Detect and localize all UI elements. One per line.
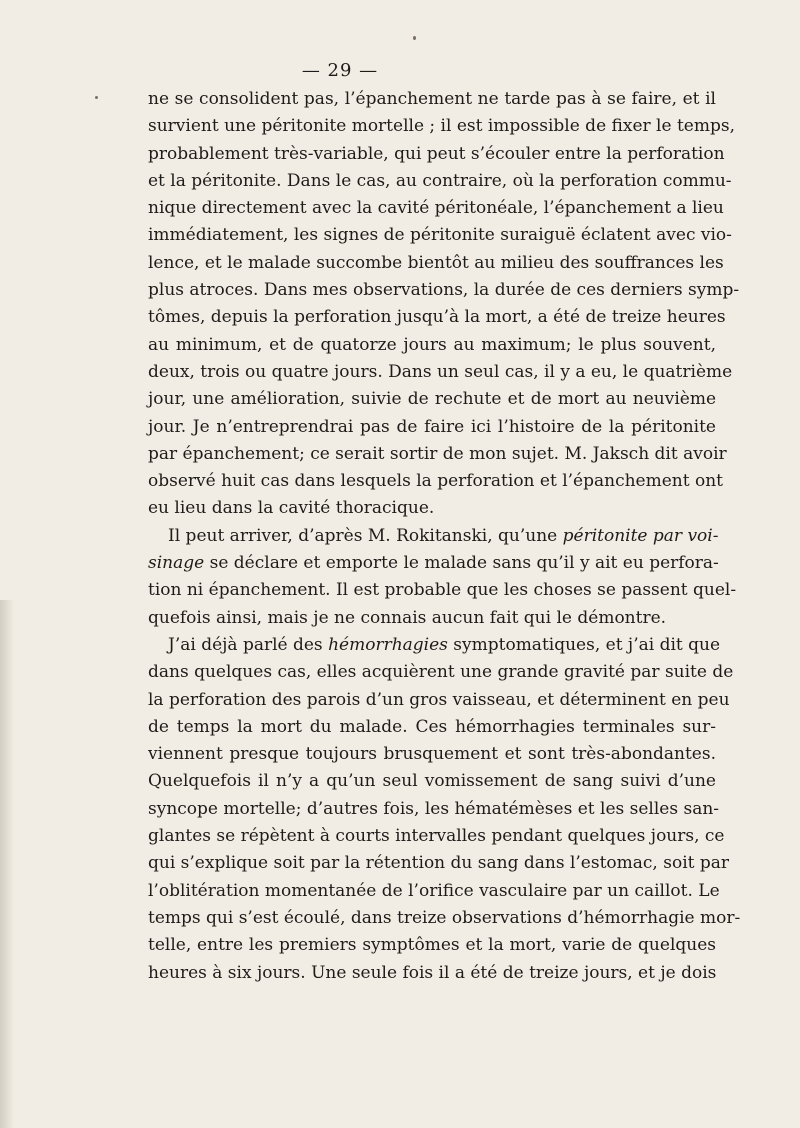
page-number: — 29 — [301, 60, 379, 81]
italic-phrase: sinage [148, 553, 205, 574]
text-line [148, 932, 716, 959]
text-line [148, 741, 716, 768]
text-run: ne se consolident pas, l’épanchement ne tarde pas à se faire, et il [148, 89, 716, 109]
text-run: probablement très-variable, qui peut s’écouler entre la perforation [148, 143, 725, 164]
text-line [148, 441, 727, 468]
text-line [148, 659, 734, 686]
body-text [148, 86, 741, 987]
text-run: Il peut arriver, d’après M. Rokitanski, qu’une [168, 525, 563, 546]
text-run: l’oblitération momentanée de l’orifice vasculaire par un caillot. Le [148, 880, 720, 901]
text-line [148, 386, 716, 413]
text-line [148, 605, 716, 632]
text-line [148, 714, 716, 741]
text-line [148, 550, 719, 577]
text-run: plus atroces. Dans mes observations, la durée de ces derniers symp- [148, 280, 740, 301]
text-line [148, 823, 725, 850]
text-run: jour, une amélioration, suivie de rechute et de mort au neuvième [148, 389, 716, 410]
text-run: immédiatement, les signes de péritonite suraiguë éclatent avec vio- [148, 225, 732, 246]
text-run: temps qui s’est écoulé, dans treize observations d’hémorrhagie mor- [148, 907, 741, 928]
text-run: par épanchement; ce serait sortir de mon sujet. M. Jaksch dit avoir [148, 443, 727, 464]
italic-phrase: hémorrhagies [328, 634, 448, 655]
text-run: lence, et le malade succombe bientôt au milieu des souffrances les [148, 252, 724, 273]
italic-phrase: péritonite par voi- [562, 525, 719, 546]
text-run: qui s’explique soit par la rétention du sang dans l’estomac, soit par [148, 853, 730, 874]
text-line [148, 796, 720, 823]
text-run: glantes se répètent à courts intervalles pendant quelques jours, ce [148, 826, 725, 847]
text-line [148, 222, 732, 249]
text-run: deux, trois ou quatre jours. Dans un seul cas, il y a eu, le quatrième [148, 361, 733, 382]
text-line [148, 523, 719, 550]
text-line [148, 577, 737, 604]
text-run: dans quelques cas, elles acquièrent une grande gravité par suite de [148, 662, 734, 683]
text-line [148, 687, 730, 714]
text-line [148, 304, 726, 331]
text-line [148, 277, 740, 304]
text-line [148, 632, 721, 659]
text-line [148, 168, 732, 195]
text-run: quefois ainsi, mais je ne connais aucun fait qui le démontre. [148, 607, 667, 628]
paper-speck [95, 96, 98, 99]
text-run: telle, entre les premiers symptômes et la mort, varie de quelques [148, 935, 716, 956]
text-run: observé huit cas dans lesquels la perforation et l’épanchement ont [148, 471, 723, 492]
text-run: symptomatiques, et j’ai dit que [447, 634, 721, 655]
text-run: au minimum, et de quatorze jours au maximum; le plus souvent, [148, 334, 716, 355]
text-run: J’ai déjà parlé des [168, 634, 329, 655]
text-line [148, 850, 730, 877]
text-line [148, 960, 716, 987]
text-run: et la péritonite. Dans le cas, au contraire, où la perforation commu- [148, 170, 732, 191]
text-run: survient une péritonite mortelle ; il est impossible de fixer le temps, [148, 116, 735, 137]
text-run: de temps la mort du malade. Ces hémorrhagies terminales sur- [148, 716, 716, 737]
text-line [148, 359, 733, 386]
text-run: la perforation des parois d’un gros vaisseau, et déterminent en peu [148, 689, 730, 710]
text-line [148, 468, 723, 495]
text-run: eu lieu dans la cavité thoracique. [148, 498, 435, 519]
text-run: heures à six jours. Une seule fois il a été de treize jours, et je dois [148, 962, 717, 983]
text-run: syncope mortelle; d’autres fois, les hématémèses et les selles san- [148, 798, 720, 819]
text-line [148, 250, 724, 277]
text-line [148, 414, 716, 441]
text-line [148, 86, 716, 113]
text-line [148, 141, 725, 168]
page-edge-shadow [0, 600, 14, 1128]
paper-speck [413, 36, 416, 40]
text-run: jour. Je n’entreprendrai pas de faire ici l’histoire de la péritonite [148, 416, 716, 437]
text-run: viennent presque toujours brusquement et sont très-abondantes. [148, 744, 716, 765]
text-run: nique directement avec la cavité péritonéale, l’épanchement a lieu [148, 198, 724, 219]
text-run: Quelquefois il n’y a qu’un seul vomissement de sang suivi d’une [148, 771, 716, 792]
text-run: se déclare et emporte le malade sans qu’il y ait eu perfora- [204, 553, 719, 574]
text-line [148, 113, 735, 140]
text-line [148, 878, 720, 905]
text-run: tômes, depuis la perforation jusqu’à la mort, a été de treize heures [148, 307, 726, 328]
text-line [148, 495, 716, 522]
text-run: tion ni épanchement. Il est probable que les choses se passent quel- [148, 580, 737, 601]
text-line [148, 905, 741, 932]
text-line [148, 195, 724, 222]
text-line [148, 768, 716, 795]
text-line [148, 332, 716, 359]
